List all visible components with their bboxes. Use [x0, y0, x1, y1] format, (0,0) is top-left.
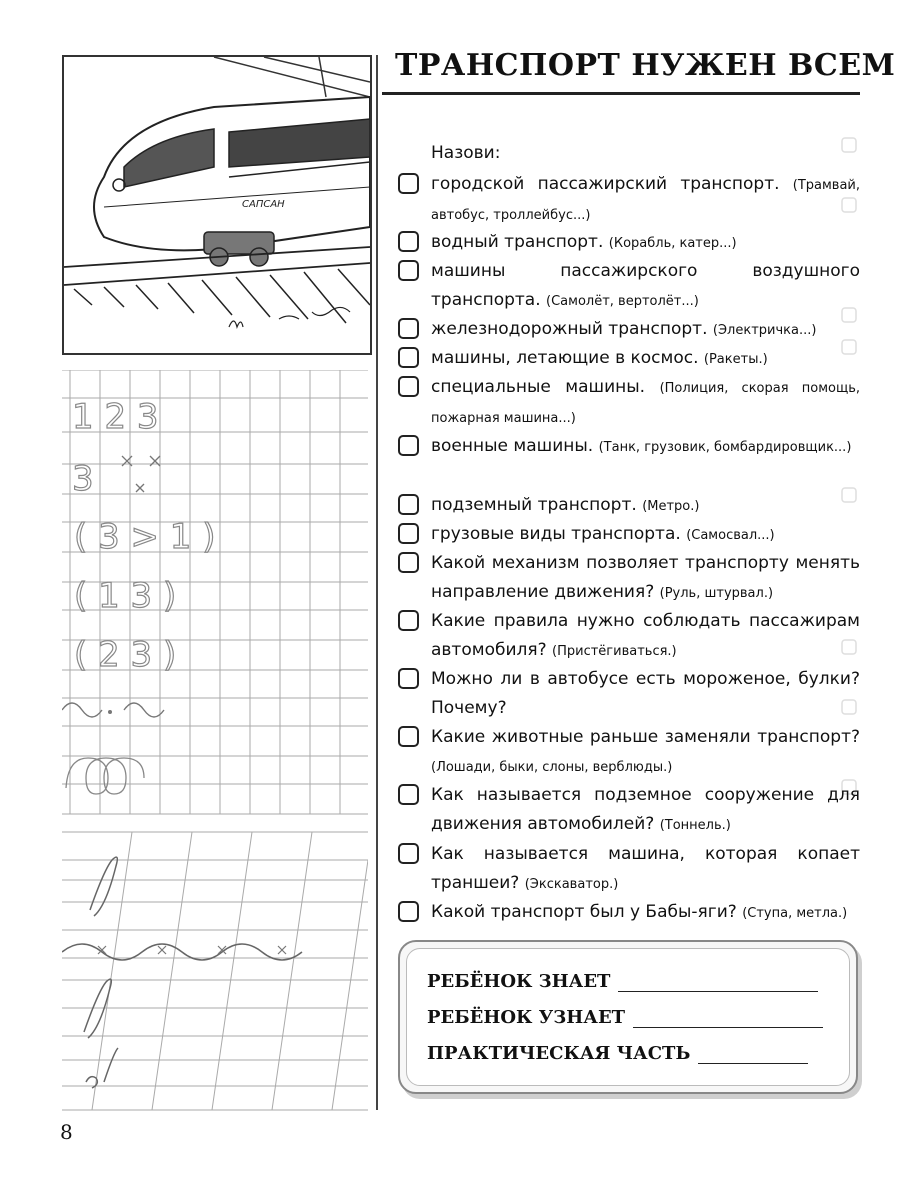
checkbox[interactable]: [398, 552, 419, 573]
copy-row-2: 3: [72, 459, 94, 499]
question-text: Какие животные раньше заменяли транспорт?: [431, 727, 860, 747]
question-text: подземный транспорт.: [431, 495, 637, 515]
page-title: ТРАНСПОРТ НУЖЕН ВСЕМ: [395, 48, 896, 83]
question-hint: (Трамвай, автобус, троллейбус...): [431, 178, 860, 223]
question-hint: (Метро.): [642, 499, 700, 514]
question-text: Как называется подземное сооружение для движения автомобилей?: [431, 785, 860, 834]
checkbox[interactable]: [398, 260, 419, 281]
question-hint: (Экскаватор.): [524, 877, 619, 892]
checkbox[interactable]: [398, 610, 419, 631]
question-text: специальные машины.: [431, 377, 646, 397]
question-hint: (Полиция, скорая помощь, пожарная машина...): [431, 381, 860, 426]
checkbox[interactable]: [398, 901, 419, 922]
question-text: Какой механизм позволяет транспорту менять направление движения?: [431, 553, 860, 602]
question-hint: (Лошади, быки, слоны, верблюды.): [431, 760, 673, 775]
card-label-knows: РЕБЁНОК ЗНАЕТ: [427, 971, 611, 992]
question-15: [398, 840, 860, 899]
checkbox[interactable]: [398, 435, 419, 456]
question-12: [398, 665, 860, 724]
train-illustration: [62, 55, 372, 355]
checkbox[interactable]: [398, 494, 419, 515]
question-7: [398, 432, 860, 462]
question-11: [398, 607, 860, 666]
intro-label: Назови:: [431, 143, 501, 163]
question-hint: (Самолёт, вертолёт...): [546, 294, 699, 309]
question-8: [398, 491, 860, 521]
question-text: Как называется машина, которая копает траншеи?: [431, 844, 860, 893]
checkbox[interactable]: [398, 784, 419, 805]
page-divider: [376, 55, 378, 1110]
question-5: [398, 344, 860, 374]
copy-crosses: [122, 456, 160, 492]
checkbox[interactable]: [398, 318, 419, 339]
question-hint: (Тоннель.): [659, 818, 731, 833]
question-text: Можно ли в автобусе есть мороженое, булки? Почему?: [431, 669, 860, 718]
answer-blank-knows[interactable]: [618, 973, 818, 992]
card-label-practice: ПРАКТИЧЕСКАЯ ЧАСТЬ: [427, 1043, 691, 1064]
question-text: машины пассажирского воздушного транспорта.: [431, 261, 860, 310]
question-1: [398, 170, 860, 230]
checkbox[interactable]: [398, 231, 419, 252]
question-hint: (Электричка...): [712, 323, 817, 338]
question-3: [398, 257, 860, 316]
copy-row-4: ( 1 3 ): [74, 576, 177, 616]
question-hint: (Руль, штурвал.): [659, 586, 774, 601]
question-text: военные машины.: [431, 436, 594, 456]
question-2: [398, 228, 860, 258]
question-text: железнодорожный транспорт.: [431, 319, 708, 339]
question-hint: (Самосвал...): [686, 528, 775, 543]
question-10: [398, 549, 860, 608]
question-16: [398, 898, 860, 928]
question-text: Какой транспорт был у Бабы-яги?: [431, 902, 737, 922]
checkbox[interactable]: [398, 726, 419, 747]
copy-row-1: 1 2 3: [72, 397, 159, 437]
card-line-learns: [427, 1007, 823, 1028]
card-label-learns: РЕБЁНОК УЗНАЕТ: [427, 1007, 626, 1028]
question-13: [398, 723, 860, 782]
question-text: водный транспорт.: [431, 232, 604, 252]
answer-blank-practice[interactable]: [698, 1045, 808, 1064]
question-9: [398, 520, 860, 550]
checkbox[interactable]: [398, 523, 419, 544]
question-text: машины, летающие в космос.: [431, 348, 699, 368]
question-text: городской пассажирский транспорт.: [431, 174, 780, 194]
copybook-exercise: [62, 370, 368, 1130]
checkbox[interactable]: [398, 668, 419, 689]
question-text: грузовые виды транспорта.: [431, 524, 681, 544]
question-text: Какие правила нужно соблюдать пассажирам автомобиля?: [431, 611, 860, 660]
question-hint: (Корабль, катер...): [608, 236, 737, 251]
train-badge: САПСАН: [242, 199, 285, 210]
checkbox[interactable]: [398, 173, 419, 194]
summary-card: [398, 940, 858, 1094]
card-line-practice: [427, 1043, 808, 1064]
checkbox[interactable]: [398, 347, 419, 368]
page-number: 8: [60, 1120, 73, 1144]
copy-row-5: ( 2 3 ): [74, 635, 177, 675]
answer-blank-learns[interactable]: [633, 1009, 823, 1028]
high-speed-train-drawing: [64, 57, 370, 353]
question-6: [398, 373, 860, 433]
question-hint: (Танк, грузовик, бомбардировщик...): [598, 440, 852, 455]
question-hint: (Ступа, метла.): [742, 906, 848, 921]
question-14: [398, 781, 860, 840]
summary-card-inner: [406, 948, 850, 1086]
question-hint: (Ракеты.): [703, 352, 768, 367]
checkbox[interactable]: [398, 376, 419, 397]
card-line-knows: [427, 971, 818, 992]
question-4: [398, 315, 860, 345]
checkbox[interactable]: [398, 843, 419, 864]
title-underline: [382, 92, 860, 95]
copy-row-3: ( 3 > 1 ): [74, 517, 216, 557]
question-hint: (Пристёгиваться.): [552, 644, 677, 659]
